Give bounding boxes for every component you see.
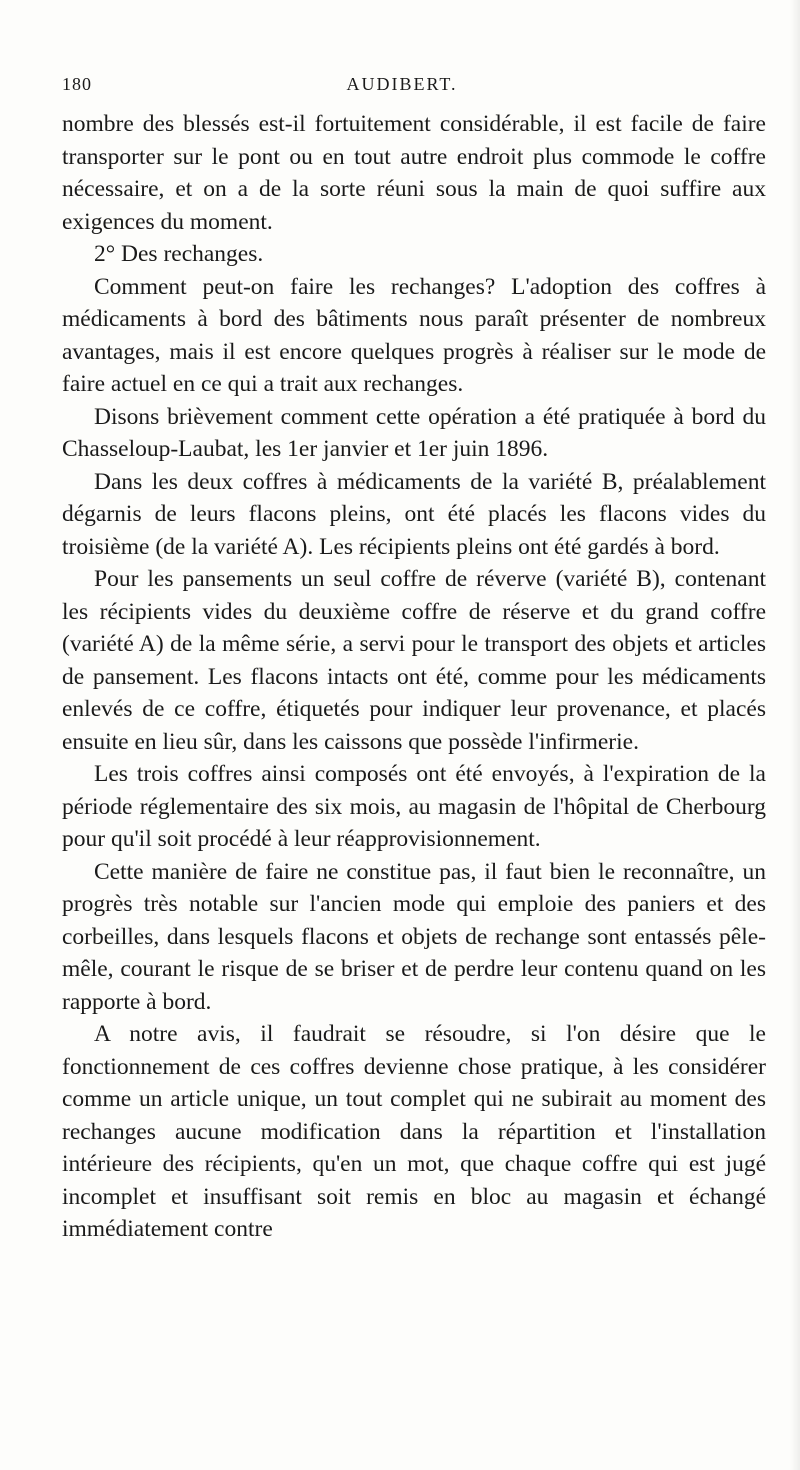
paragraph: Comment peut-on faire les rechanges? L'adoption des coffres à médicaments à bord des bâtiments nous paraît présenter de nombreux avantages, mais il est encore quelques progrès à réaliser sur le mode de faire actuel en ce qui a trait aux rechanges. xyxy=(62,273,766,397)
paragraph: Pour les pansements un seul coffre de réverve (variété B), contenant les récipients vides du deuxième coffre de réserve et du grand coffre (variété A) de la même série, a servi pour le transport des objets et articles de pansement. Les flacons intacts ont été, comme pour les médicaments enlevés de ce coffre, étiquetés pour indiquer leur provenance, et placés ensuite en lieu sûr, dans les caissons que possède l'infirmerie. xyxy=(62,566,766,755)
paragraph-continuation: nombre des blessés est-il fortuitement considérable, il est facile de faire transporter sur le pont ou en tout autre endroit plus commode le coffre nécessaire, et on a de la sorte réuni sous la main de quoi suffire aux exigences du moment. xyxy=(62,111,766,235)
paragraph: Dans les deux coffres à médicaments de la variété B, préalablement dégarnis de leurs flacons pleins, ont été placés les flacons vides du troisième (de la variété A). Les récipients pleins ont été gardés à bord. xyxy=(62,468,766,560)
paragraph: A notre avis, il faudrait se résoudre, si l'on désire que le fonctionnement de ces coffres devienne chose pratique, à les considérer comme un article unique, un tout complet qui ne subirait au moment des rechanges aucune modification dans la répartition et l'installation intérieure des récipients, qu'en un mot, que chaque coffre qui est jugé incomplet et insuffisant soit remis en bloc au magasin et échangé immédiatement contre xyxy=(62,1021,766,1242)
paragraph: Cette manière de faire ne constitue pas, il faut bien le reconnaître, un progrès très notable sur l'ancien mode qui emploie des paniers et des corbeilles, dans lesquels flacons et objets de rechange sont entassés pêle-mêle, courant le risque de se briser et de perdre leur contenu quand on les rapporte à bord. xyxy=(62,858,766,1015)
body-text xyxy=(62,108,766,1246)
page-number: 180 xyxy=(62,74,92,94)
page-edge-shadow xyxy=(790,0,800,1470)
paragraph: Les trois coffres ainsi composés ont été envoyés, à l'expiration de la période réglementaire des six mois, au magasin de l'hôpital de Cherbourg pour qu'il soit procédé à leur réapprovisionnement. xyxy=(62,761,766,852)
running-head: AUDIBERT. xyxy=(346,74,458,94)
section-heading-rechanges: 2° Des rechanges. xyxy=(94,241,264,267)
paragraph: Disons brièvement comment cette opération a été pratiquée à bord du Chasseloup-Laubat, les 1er janvier et 1er juin 1896. xyxy=(62,403,766,462)
page-header xyxy=(62,74,742,104)
